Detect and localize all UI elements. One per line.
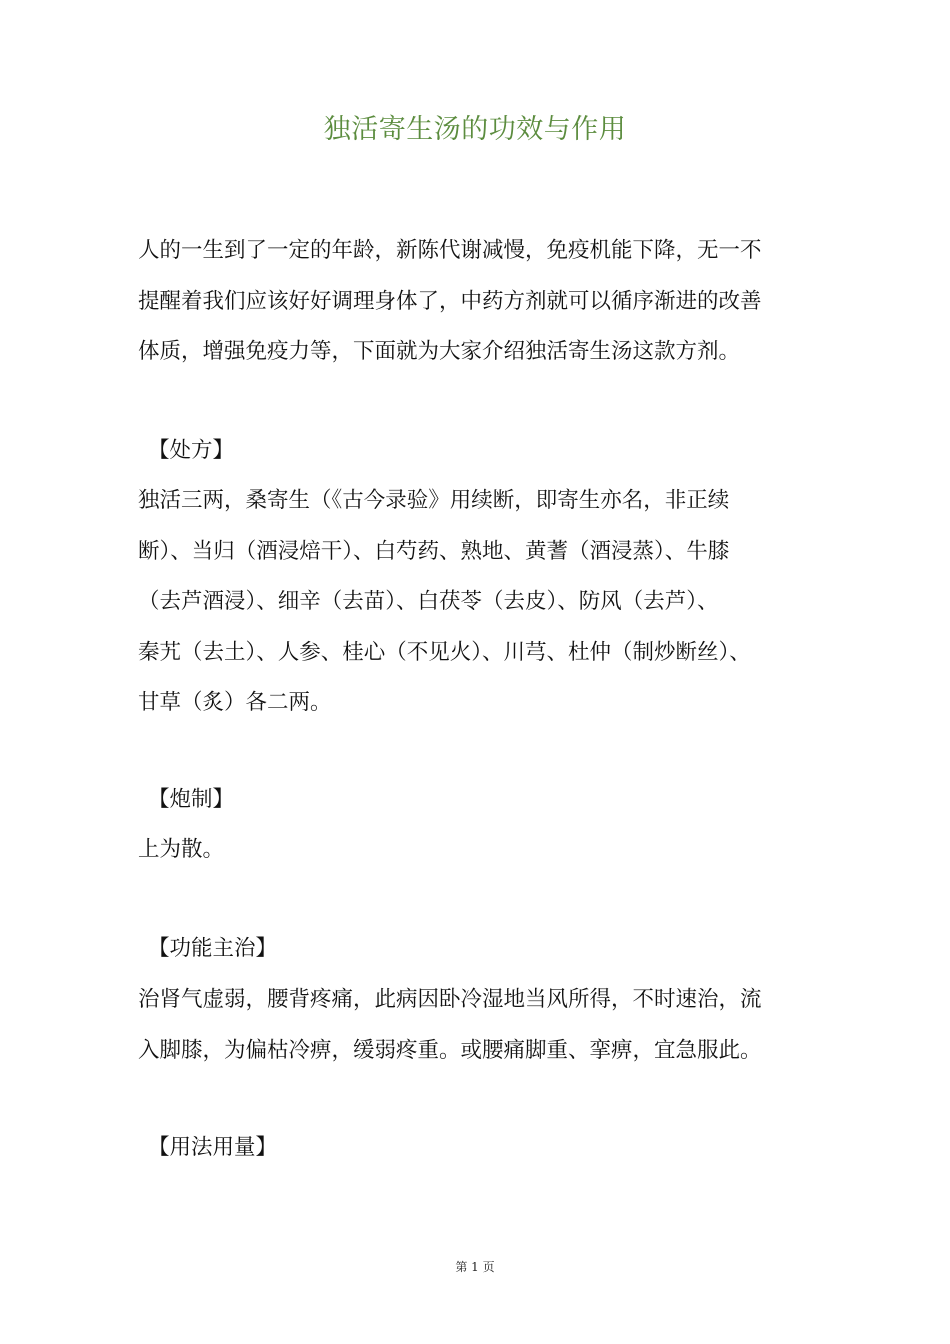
paragraph-line: 断）、当归（酒浸焙干）、白芍药、熟地、黄蓍（酒浸蒸）、牛膝 [138, 538, 730, 564]
paragraph-line: 上为散。 [138, 837, 225, 862]
document-title: 独活寄生汤的功效与作用 [323, 114, 627, 145]
paragraph-line: 提醒着我们应该好好调理身体了，中药方剂就可以循序渐进的改善 [138, 288, 762, 314]
section-heading-indications: 【功能主治】 [148, 936, 278, 961]
paragraph-line: 秦艽（去土）、人参、桂心（不见火）、川芎、杜仲（制炒断丝）、 [138, 639, 751, 665]
section-heading-preparation: 【炮制】 [148, 787, 235, 812]
paragraph-line: 独活三两，桑寄生（《古今录验》用续断，即寄生亦名，非正续 [138, 488, 730, 513]
page-number: 第 1 页 [455, 1260, 495, 1274]
paragraph-line: 治肾气虚弱，腰背疼痛，此病因卧冷湿地当风所得，不时速治，流 [138, 987, 762, 1012]
paragraph-line: （去芦酒浸）、细辛（去苗）、白茯苓（去皮）、防风（去芦）、 [138, 589, 719, 614]
section-heading-dosage: 【用法用量】 [148, 1135, 278, 1160]
intro-paragraph [138, 226, 830, 378]
preparation-paragraph [138, 825, 830, 876]
paragraph-line: 入脚膝，为偏枯冷痹，缓弱疼重。或腰痛脚重、挛痹，宜急服此。 [138, 1037, 762, 1063]
paragraph-line: 人的一生到了一定的年龄，新陈代谢减慢，免疫机能下降，无一不 [138, 238, 762, 263]
indications-paragraph [138, 975, 830, 1076]
paragraph-line: 体质，增强免疫力等，下面就为大家介绍独活寄生汤这款方剂。 [138, 339, 741, 364]
prescription-paragraph [138, 476, 830, 729]
paragraph-line: 甘草（炙）各二两。 [138, 690, 332, 715]
section-heading-prescription: 【处方】 [148, 438, 235, 463]
